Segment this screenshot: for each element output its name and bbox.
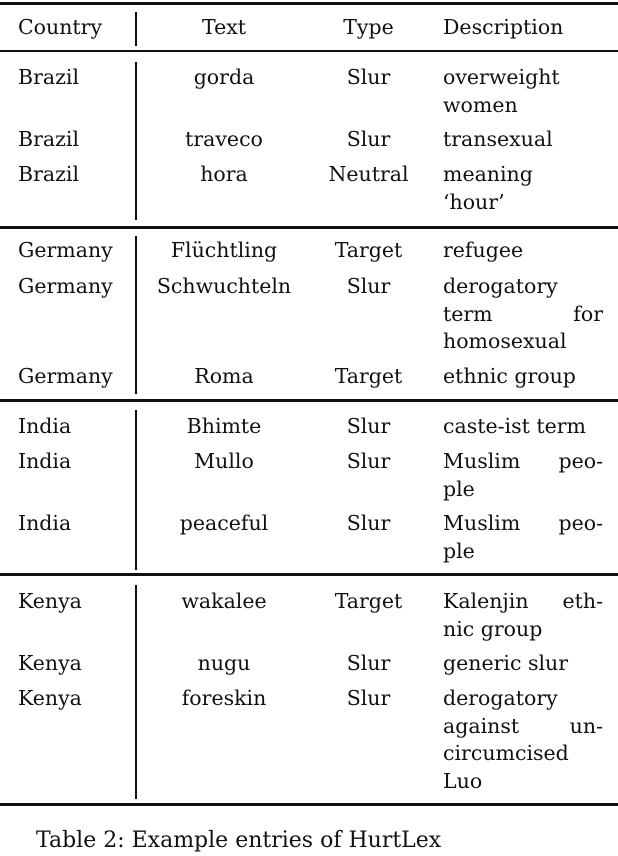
row-description xyxy=(443,650,603,678)
row-description xyxy=(443,448,603,503)
row-text: traveco xyxy=(185,127,263,151)
description-line: Muslim peo- xyxy=(443,449,603,473)
description-line: Muslim peo- xyxy=(443,511,603,535)
row-type: Slur xyxy=(346,65,391,89)
row-description xyxy=(443,161,603,216)
group-rule-germany xyxy=(0,399,618,402)
description-line: women xyxy=(443,92,518,117)
column-divider-kenya xyxy=(135,585,137,799)
header-text: Text xyxy=(201,15,246,39)
row-description xyxy=(443,588,603,643)
row-text: wakalee xyxy=(181,589,267,613)
row-text: Schwuchteln xyxy=(156,274,292,298)
row-type: Slur xyxy=(346,511,391,535)
description-line: overweight xyxy=(443,65,560,89)
row-country: India xyxy=(18,511,72,535)
description-line: circumcised xyxy=(443,741,569,765)
row-country: Kenya xyxy=(18,651,82,675)
description-line: ethnic group xyxy=(443,364,576,388)
row-text: Roma xyxy=(194,364,254,388)
row-text: Flüchtling xyxy=(170,238,278,262)
row-description xyxy=(443,126,603,154)
row-country: Kenya xyxy=(18,686,82,710)
row-text: hora xyxy=(200,162,248,186)
description-line: Luo xyxy=(443,768,483,793)
row-country: Brazil xyxy=(18,162,79,186)
row-description xyxy=(443,510,603,565)
column-divider-brazil xyxy=(135,62,137,220)
row-country: Brazil xyxy=(18,127,79,151)
row-description xyxy=(443,64,603,119)
description-line: against un- xyxy=(443,713,603,738)
row-country: Germany xyxy=(18,364,113,388)
description-line: refugee xyxy=(443,238,524,262)
row-country: India xyxy=(18,449,72,473)
description-line: meaning xyxy=(443,162,533,186)
group-rule-india xyxy=(0,573,618,576)
description-line: term for xyxy=(443,301,603,326)
row-text: foreskin xyxy=(181,686,267,710)
description-line: derogatory xyxy=(443,274,558,298)
row-text: nugu xyxy=(197,651,251,675)
description-line: caste-ist term xyxy=(443,414,586,438)
row-text: Bhimte xyxy=(186,414,262,438)
header-rule xyxy=(0,50,618,52)
table-top-rule xyxy=(0,2,618,5)
row-description xyxy=(443,413,603,441)
row-description xyxy=(443,363,603,391)
row-country: Brazil xyxy=(18,65,79,89)
table-caption: Table 2: Example entries of HurtLex xyxy=(36,828,442,853)
description-line: nic group xyxy=(443,616,543,641)
description-line: generic slur xyxy=(443,651,569,675)
description-line: ple xyxy=(443,538,475,563)
row-description xyxy=(443,273,603,356)
column-divider-germany xyxy=(135,236,137,394)
row-type: Slur xyxy=(346,686,391,710)
header-type: Type xyxy=(343,15,394,39)
row-country: India xyxy=(18,414,72,438)
description-line: transexual xyxy=(443,127,553,151)
description-line: ‘hour’ xyxy=(443,189,505,214)
row-text: peaceful xyxy=(179,511,269,535)
row-type: Slur xyxy=(346,127,391,151)
row-type: Slur xyxy=(346,414,391,438)
row-type: Slur xyxy=(346,274,391,298)
row-text: Mullo xyxy=(194,449,254,473)
description-line: ple xyxy=(443,476,475,501)
group-rule-brazil xyxy=(0,226,618,229)
row-type: Slur xyxy=(346,651,391,675)
column-divider-india xyxy=(135,410,137,570)
row-type: Target xyxy=(334,364,403,388)
row-type: Target xyxy=(334,238,403,262)
row-text: gorda xyxy=(193,65,255,89)
header-description: Description xyxy=(443,15,564,39)
description-line: derogatory xyxy=(443,686,558,710)
row-type: Target xyxy=(334,589,403,613)
row-type: Slur xyxy=(346,449,391,473)
row-description xyxy=(443,685,603,795)
row-country: Germany xyxy=(18,238,113,262)
description-line: Kalenjin eth- xyxy=(443,589,603,613)
row-country: Kenya xyxy=(18,589,82,613)
header-column-divider xyxy=(135,12,137,46)
row-type: Neutral xyxy=(328,162,409,186)
description-line: homosexual xyxy=(443,329,567,353)
table-bottom-rule xyxy=(0,803,618,806)
row-country: Germany xyxy=(18,274,113,298)
header-country: Country xyxy=(18,15,103,39)
row-description xyxy=(443,237,603,265)
